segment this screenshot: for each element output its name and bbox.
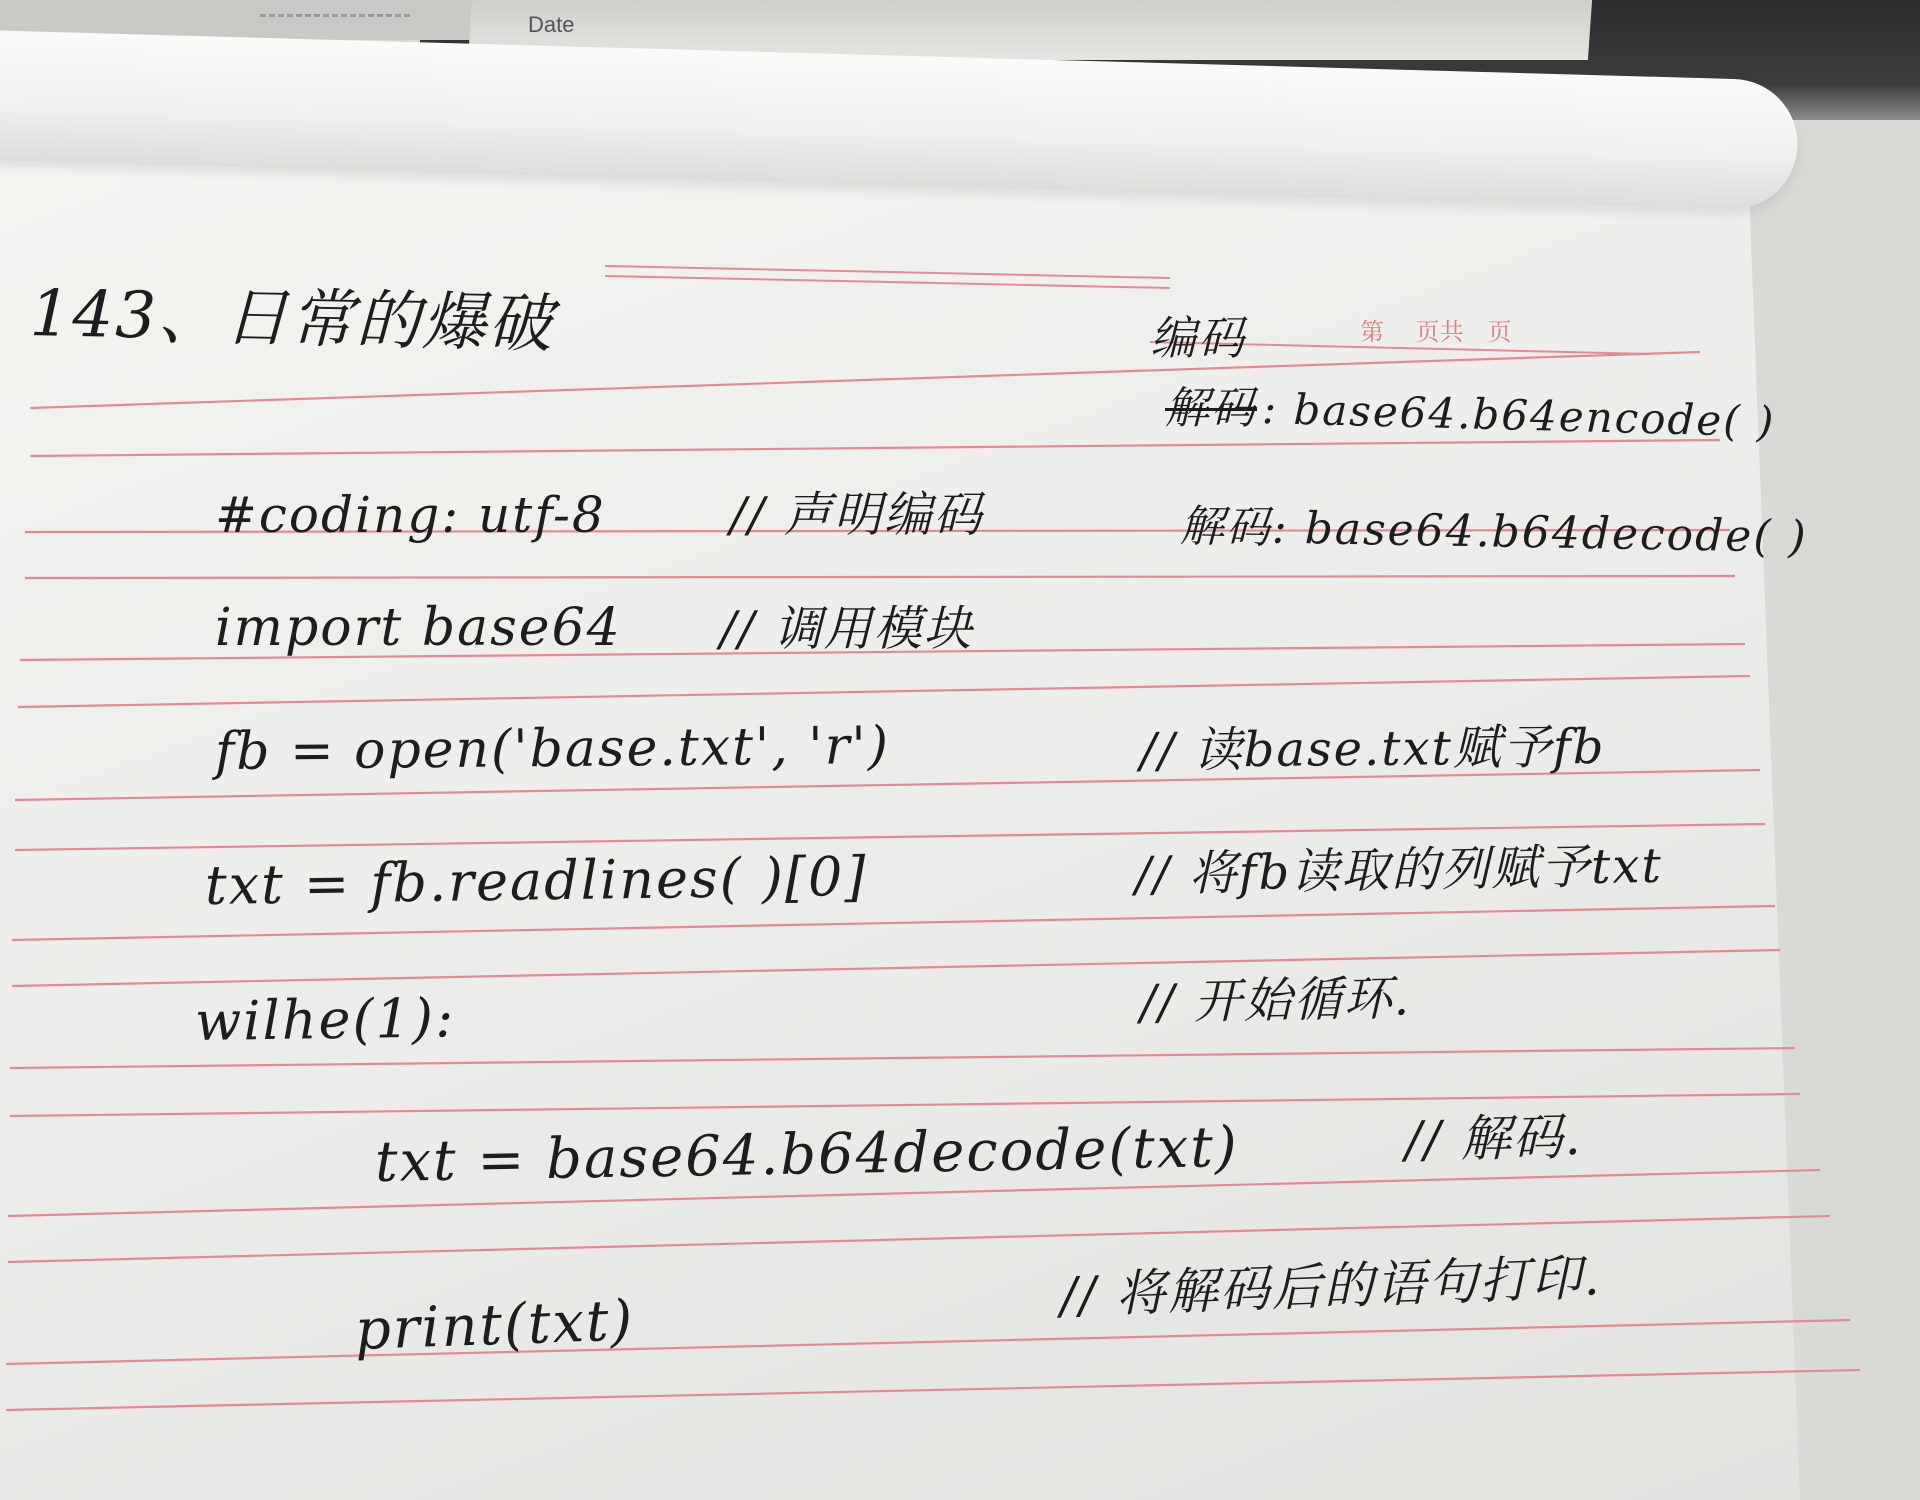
previous-sheet-date-label: Date xyxy=(528,12,575,37)
code-line-6: txt = base64.b64decode(txt) xyxy=(374,1114,1240,1195)
printed-page-counter: 第 页共 页 xyxy=(1360,318,1512,346)
comment-line-7: // 将解码后的语句打印. xyxy=(1059,1248,1603,1325)
code-line-3: fb = open('base.txt', 'r') xyxy=(214,716,891,782)
comment-line-3: // 读base.txt赋予fb xyxy=(1139,718,1606,779)
comment-line-5: // 开始循环. xyxy=(1139,970,1412,1031)
decode-note: 解码: base64.b64decode( ) xyxy=(1179,501,1809,563)
comment-line-6: // 解码. xyxy=(1404,1107,1584,1169)
encode-crossed-label: 解码 xyxy=(1165,383,1257,434)
encode-note xyxy=(1165,372,1777,447)
code-line-5: wilhe(1): xyxy=(194,986,456,1053)
code-line-2: import base64 xyxy=(215,598,622,658)
encode-function: : base64.b64encode( ) xyxy=(1261,384,1777,447)
page-title: 143、日常的爆破 xyxy=(29,277,555,362)
code-line-4: txt = fb.readlines( )[0] xyxy=(204,844,868,917)
comment-line-1: // 声明编码 xyxy=(730,487,984,543)
comment-line-4: // 将fb读取的列赋予txt xyxy=(1134,837,1664,903)
comment-line-2: // 调用模块 xyxy=(720,601,974,657)
code-line-7: print(txt) xyxy=(353,1288,636,1363)
encode-title: 编码 xyxy=(1150,311,1246,365)
code-line-1: #coding: utf-8 xyxy=(215,486,606,544)
